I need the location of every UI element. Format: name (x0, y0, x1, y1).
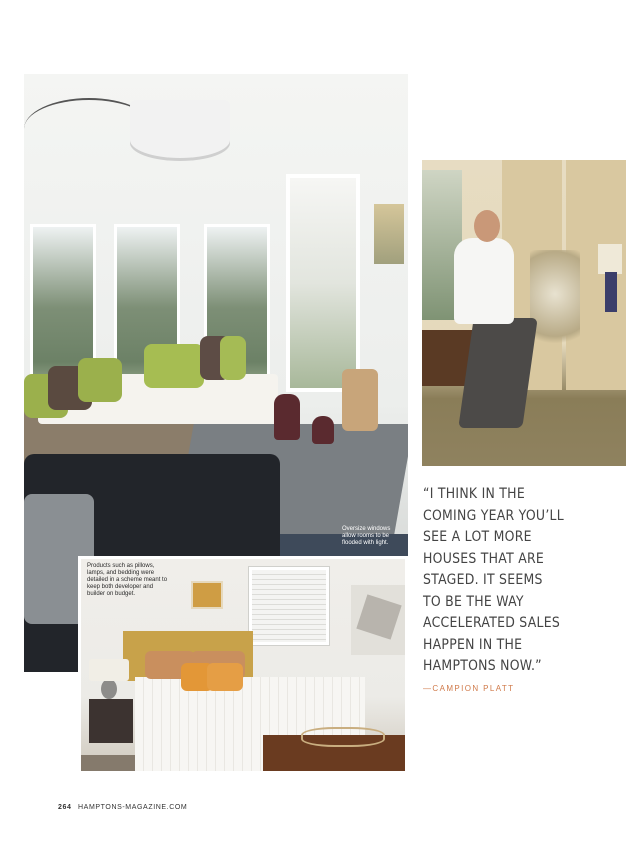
flower-arrangement (530, 250, 580, 360)
quote-line: “I THINK IN THE (423, 486, 525, 502)
caption-line: allow rooms to be (342, 533, 390, 539)
magazine-website: HAMPTONS-MAGAZINE.COM (78, 804, 188, 811)
caption-line: Products such as pillows, (87, 563, 155, 569)
woven-tray (301, 727, 385, 747)
quote-line: HAMPTONS NOW.” (423, 658, 542, 674)
table-lamp-base (605, 272, 617, 312)
glass-door (286, 174, 360, 392)
man-head (474, 210, 500, 242)
quote-line: TO BE THE WAY (423, 593, 524, 610)
framed-art (191, 581, 223, 609)
bedroom-photo (78, 556, 408, 774)
caption-line: flooded with light. (342, 540, 389, 546)
table-lamp-shade (598, 244, 622, 274)
pillow (144, 344, 204, 388)
window-blinds (249, 567, 329, 645)
caption-line: keep both developer and (87, 584, 154, 590)
pull-quote (423, 484, 595, 678)
lamp-shade (89, 659, 129, 681)
bedroom-caption (87, 563, 167, 598)
quote-line: HOUSES THAT ARE (423, 550, 545, 567)
page-folio (58, 804, 187, 811)
quote-attribution: —CAMPION PLATT (423, 684, 515, 693)
lamp-base (101, 679, 117, 699)
quote-line: ACCELERATED SALES (423, 615, 561, 631)
man-shirt (454, 238, 514, 324)
lantern (312, 416, 334, 444)
page-number: 264 (58, 804, 72, 811)
pillow (78, 358, 122, 402)
quote-line: SEE A LOT MORE (423, 529, 532, 545)
wall-painting (374, 204, 404, 264)
portrait-photo (422, 160, 626, 466)
caption-line: Oversize windows (342, 526, 391, 532)
quote-line: STAGED. IT SEEMS (423, 572, 543, 588)
arc-lamp-shade (130, 100, 230, 158)
caption-line: detailed in a scheme meant to (87, 577, 168, 583)
pillow (220, 336, 246, 380)
sunroom-caption (342, 526, 390, 547)
nightstand (89, 699, 133, 743)
caption-line: builder on budget. (87, 591, 136, 597)
quote-line: HAPPEN IN THE (423, 636, 523, 653)
lantern (274, 394, 300, 440)
quote-line: COMING YEAR YOU’LL (423, 507, 564, 524)
caption-line: lamps, and bedding were (87, 570, 155, 576)
pillow (207, 663, 243, 691)
stool (342, 369, 378, 431)
